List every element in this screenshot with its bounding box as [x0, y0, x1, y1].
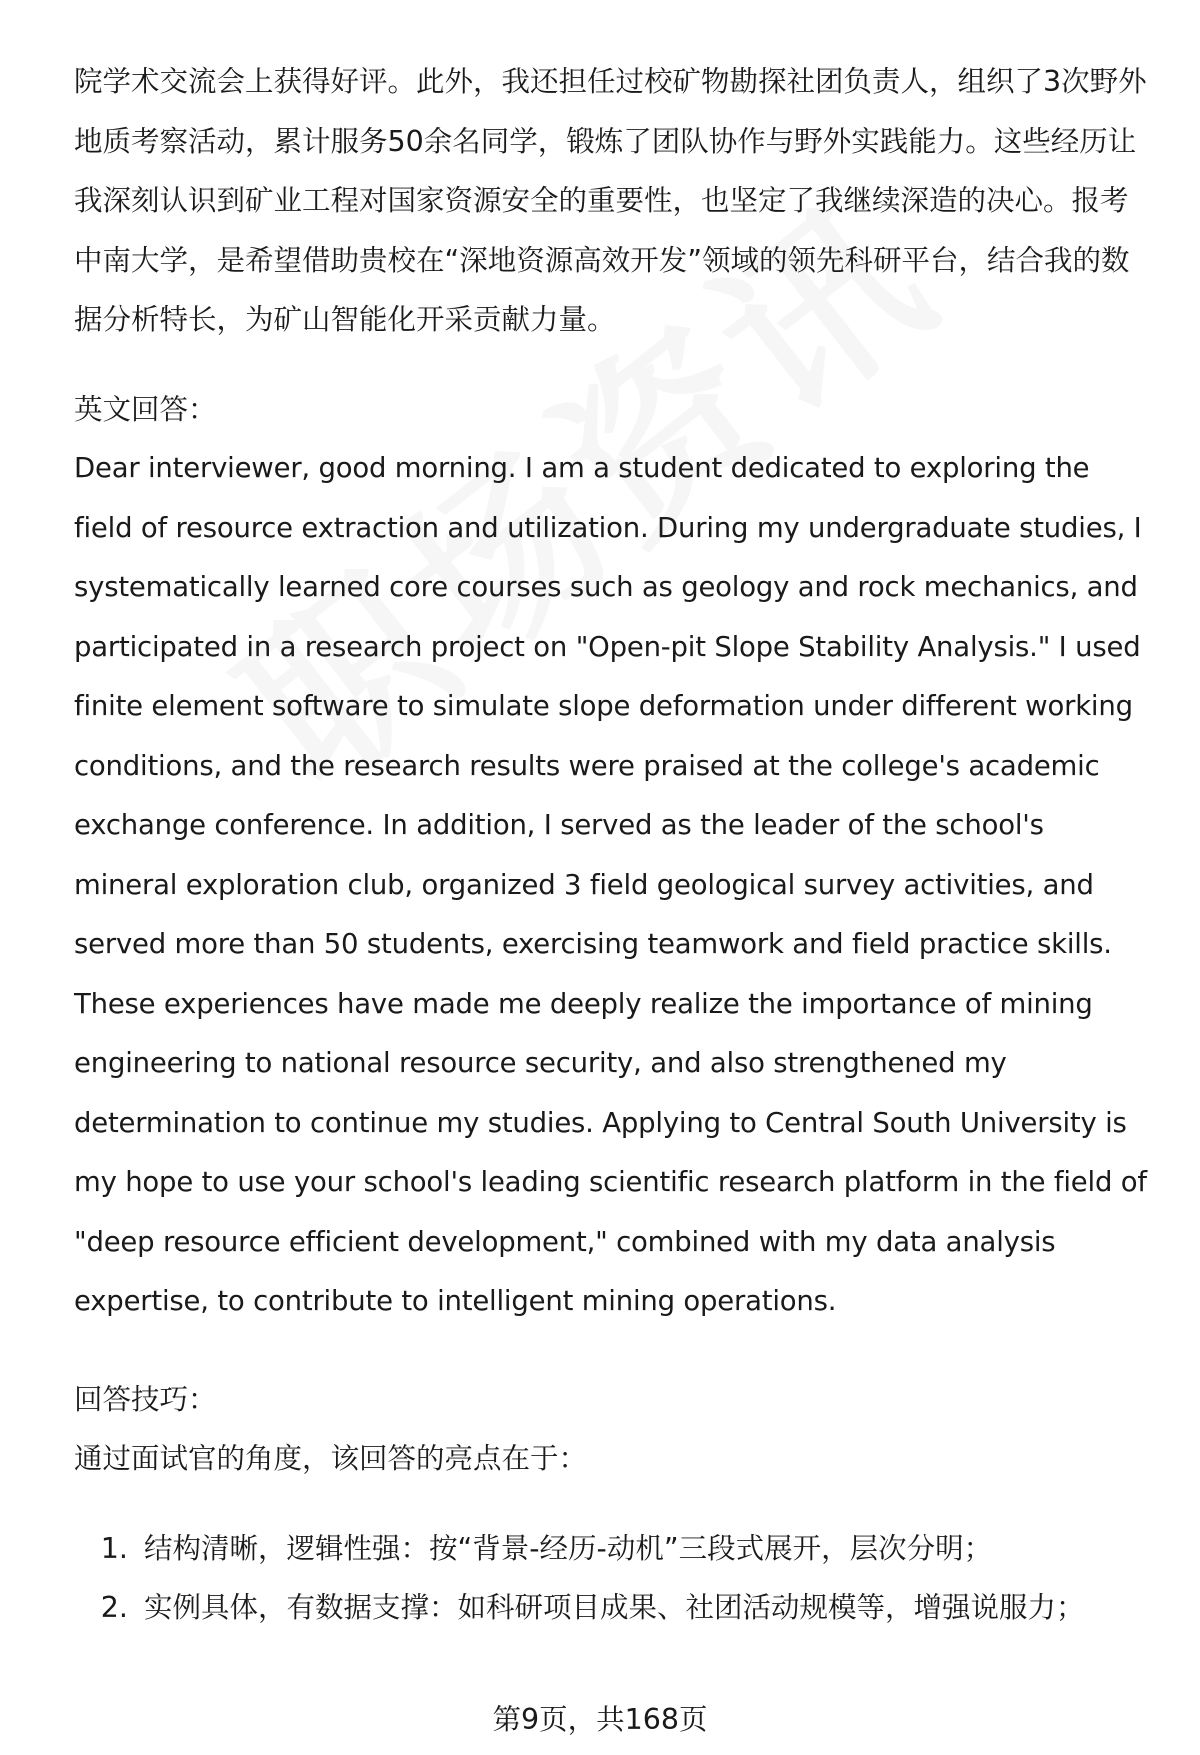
page-footer: 第9页，共168页	[492, 1703, 708, 1736]
list-text: 实例具体，有数据支撑：如科研项目成果、社团活动规模等，增强说服力；	[144, 1591, 1085, 1624]
tips-list-item	[74, 1578, 1154, 1638]
tips-intro: 通过面试官的角度，该回答的亮点在于：	[74, 1442, 588, 1475]
list-number: 1.	[100, 1531, 128, 1565]
tips-label: 回答技巧：	[74, 1382, 217, 1416]
english-answer-paragraph: Dear interviewer, good morning. I am a student dedicated to exploring the field of resource extraction and utilization. During my undergraduate studies, I systematically learned core courses such as geology and rock mechanics, and participated in a research project on "Open-pit Slope Stability Analysis." I used finite element software to simulate slope deformation under different working conditions, and the research results were praised at the college's academic exchange conference. In addition, I served as the leader of the school's mineral exploration club, organized 3 field geological survey activities, and served more than 50 students, exercising teamwork and field practice skills. These experiences have made me deeply realize the importance of mining engineering to national resource security, and also strengthened my determination to continue my studies. Applying to Central South University is my hope to use your school's leading scientific research platform in the field of "deep resource efficient development," combined with my data analysis expertise, to contribute to intelligent mining operations.	[74, 452, 1147, 1317]
chinese-answer-paragraph: 院学术交流会上获得好评。此外，我还担任过校矿物勘探社团负责人，组织了3次野外地质考察活动，累计服务50余名同学，锻炼了团队协作与野外实践能力。这些经历让我深刻认识到矿业工程对国家资源安全的重要性，也坚定了我继续深造的决心。报考中南大学，是希望借助贵校在“深地资源高效开发”领域的领先科研平台，结合我的数据分析特长，为矿山智能化开采贡献力量。	[74, 65, 1147, 336]
tips-list	[74, 1519, 1154, 1638]
list-text: 结构清晰，逻辑性强：按“背景-经历-动机”三段式展开，层次分明；	[144, 1531, 993, 1565]
page-content	[74, 52, 1154, 1638]
list-number: 2.	[100, 1591, 128, 1624]
tips-list-item	[74, 1519, 1154, 1579]
english-answer-label: 英文回答：	[74, 392, 217, 426]
